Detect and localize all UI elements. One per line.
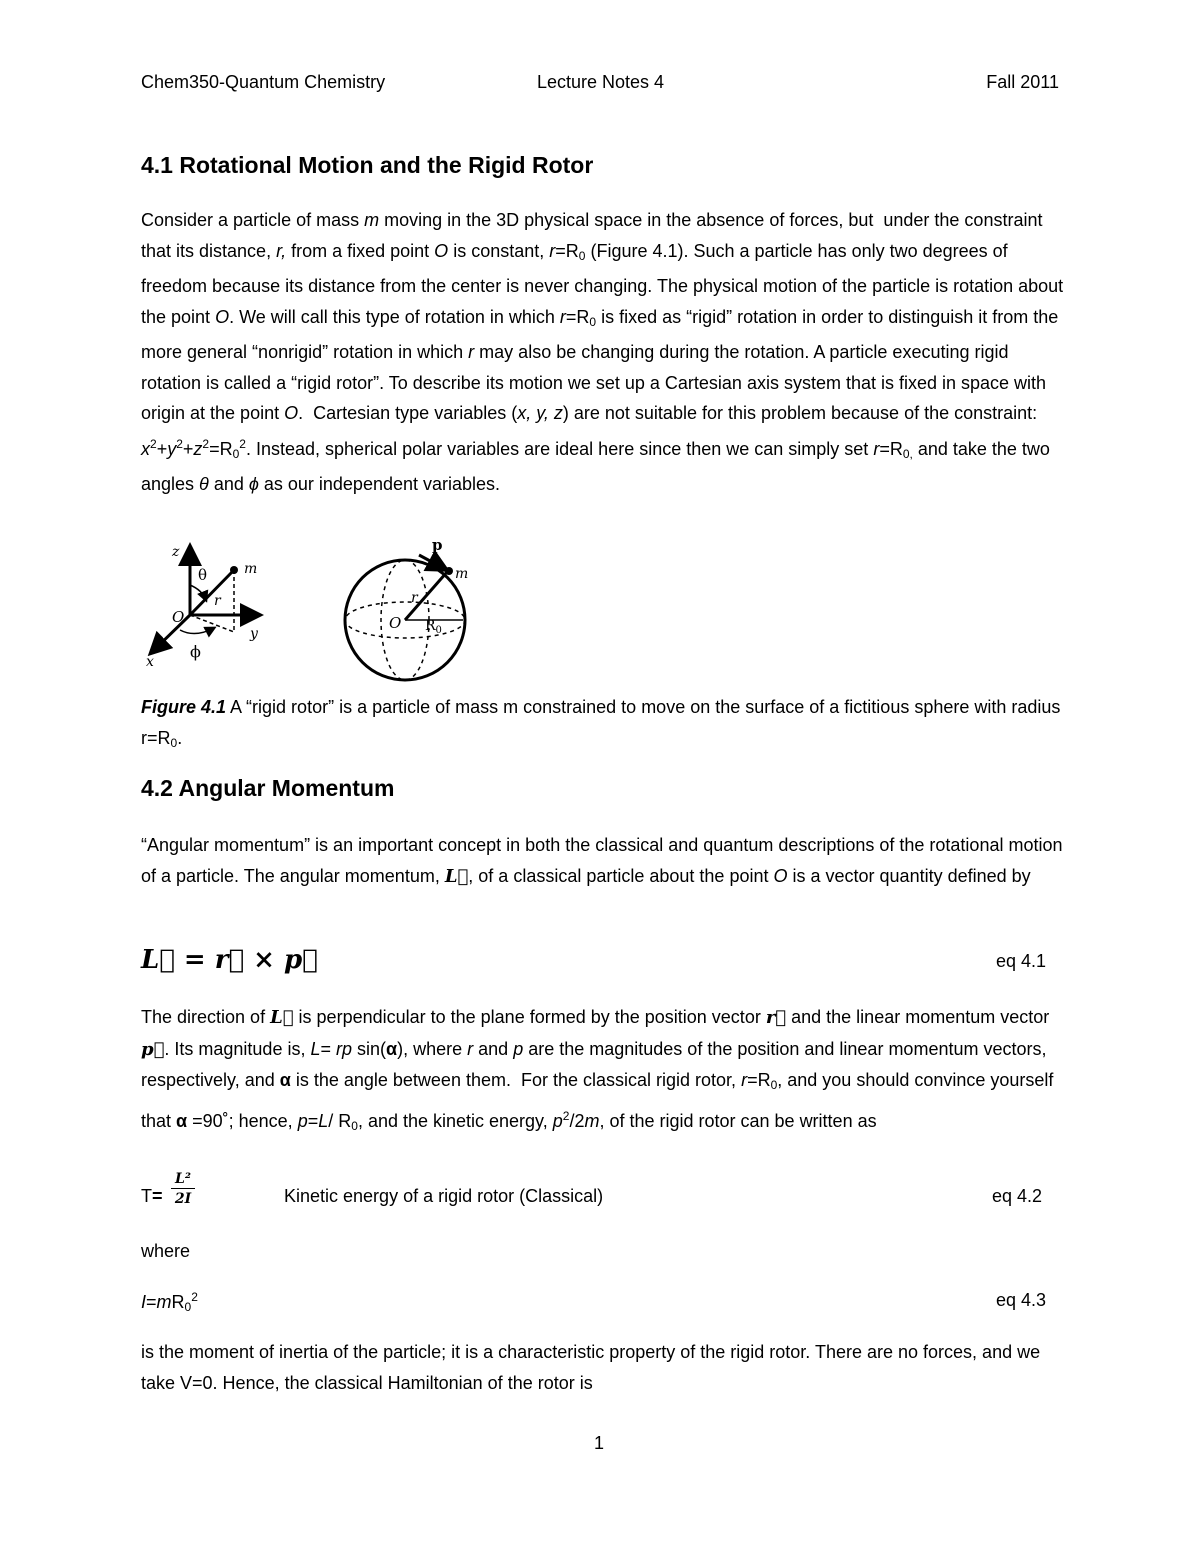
label-m: m: [244, 561, 258, 577]
label-z: z: [172, 544, 180, 560]
label-r0-sub: 0: [435, 625, 442, 636]
label-y: y: [250, 626, 258, 642]
caption-label: Figure 4.1: [141, 697, 227, 717]
phi-arc: [180, 628, 214, 634]
caption-text: A “rigid rotor” is a particle of mass m constrained to move on the surface of a fictitious sphere with radius r=R: [141, 697, 1061, 748]
particle-m-sphere: [445, 567, 453, 575]
label-m-sphere: m: [455, 566, 469, 582]
equation-4-3: [141, 1290, 1066, 1314]
r-vector: [190, 570, 234, 615]
eq2-description: Kinetic energy of a rigid rotor (Classical): [284, 1186, 604, 1206]
header-lecture: Lecture Notes 4: [537, 72, 665, 92]
eq2-fraction: $\frac{\text{L²}}{2I}$: [171, 1170, 195, 1209]
label-theta: θ: [198, 566, 208, 584]
label-phi: ϕ: [190, 642, 201, 661]
label-x: x: [146, 654, 154, 670]
figure-coordinate-axes: [140, 540, 280, 670]
where-text: where: [141, 1241, 191, 1261]
label-r: r: [214, 593, 221, 609]
eq1-label: eq 4.1: [995, 951, 1046, 971]
section-title-4-2: 4.2 Angular Momentum: [141, 775, 395, 801]
caption-end: .: [177, 727, 183, 748]
label-origin-sphere: O: [389, 614, 402, 632]
paragraph-angular-momentum-intro: “Angular momentum” is an important concept in both the classical and quantum descriptions of the rotational motion of a particle. The angular momentum, L⃗, of a classical particle about the point O is a vector quantity defined by: [141, 835, 1063, 887]
header-term: Fall 2011: [986, 72, 1059, 92]
paragraph-rigid-rotor-intro: Consider a particle of mass m moving in the 3D physical space in the absence of forces, but under the constraint that its distance, r, from a fixed point O is constant, $r=R_0$ (Figure 4.1). Such a particle has only two degrees of freedom because its distance from the center is never changing. The physical motion of the particle is rotation about the point O. We will call this type of rotation in which $r=R_0$ is fixed as “rigid” rotation in order to distinguish it from the more general “nonrigid” rotation in which r may also be changing during the rotation. A particle executing rigid rotation is called a “rigid rotor”. To describe its motion we set up a Cartesian axis system that is fixed in space with origin at the point O. Cartesian type variables (x, y, z) are not suitable for this problem because of the constraint: $x^2+y^2+z^2=R_0^2$. Instead, spherical polar variables are ideal here since then we can simply set $r=R_{0,}$ and take the two angles θ and ϕ as our independent variables.: [141, 210, 1064, 494]
label-r-sphere: r: [411, 590, 418, 606]
section-title-4-1: 4.1 Rotational Motion and the Rigid Rotor: [141, 152, 594, 178]
figure-sphere: [335, 535, 475, 685]
header-course: Chem350-Quantum Chemistry: [141, 72, 386, 92]
eq3-formula: $I=mR_0^2$: [141, 1290, 198, 1314]
eq2-lhs: T=: [141, 1186, 163, 1206]
eq3-label: eq 4.3: [995, 1290, 1046, 1310]
eq2-label: eq 4.2: [991, 1186, 1042, 1206]
figure-caption: [141, 692, 1066, 758]
paragraph-direction: The direction of L⃗ is perpendicular to the plane formed by the position vector r⃗ and the linear momentum vector p⃗. Its magnitude is, L= rp sin(α), where r and p are the magnitudes of the position and linear momentum vectors, respectively, and α is the angle between them. For the classical rigid rotor, $r=R_0$, and you should convince yourself that α =90˚; hence, p=L/ $R_0$, and the kinetic energy, $p^2/2m$, of the rigid rotor can be written as: [141, 1007, 1054, 1133]
page-number: 1: [594, 1433, 605, 1453]
label-r0-base: R: [425, 618, 436, 634]
label-origin: O: [172, 608, 185, 626]
eq1-formula: L⃗ = r⃗ × p⃗: [141, 945, 318, 975]
label-p: p: [432, 536, 443, 554]
theta-arc: [190, 585, 206, 600]
paragraph-moment-of-inertia: is the moment of inertia of the particle; it is a characteristic property of the rigid rotor. There are no forces, and we take V=0. Hence, the classical Hamiltonian of the rotor is: [141, 1342, 1041, 1393]
caption-sub: 0: [170, 735, 178, 750]
